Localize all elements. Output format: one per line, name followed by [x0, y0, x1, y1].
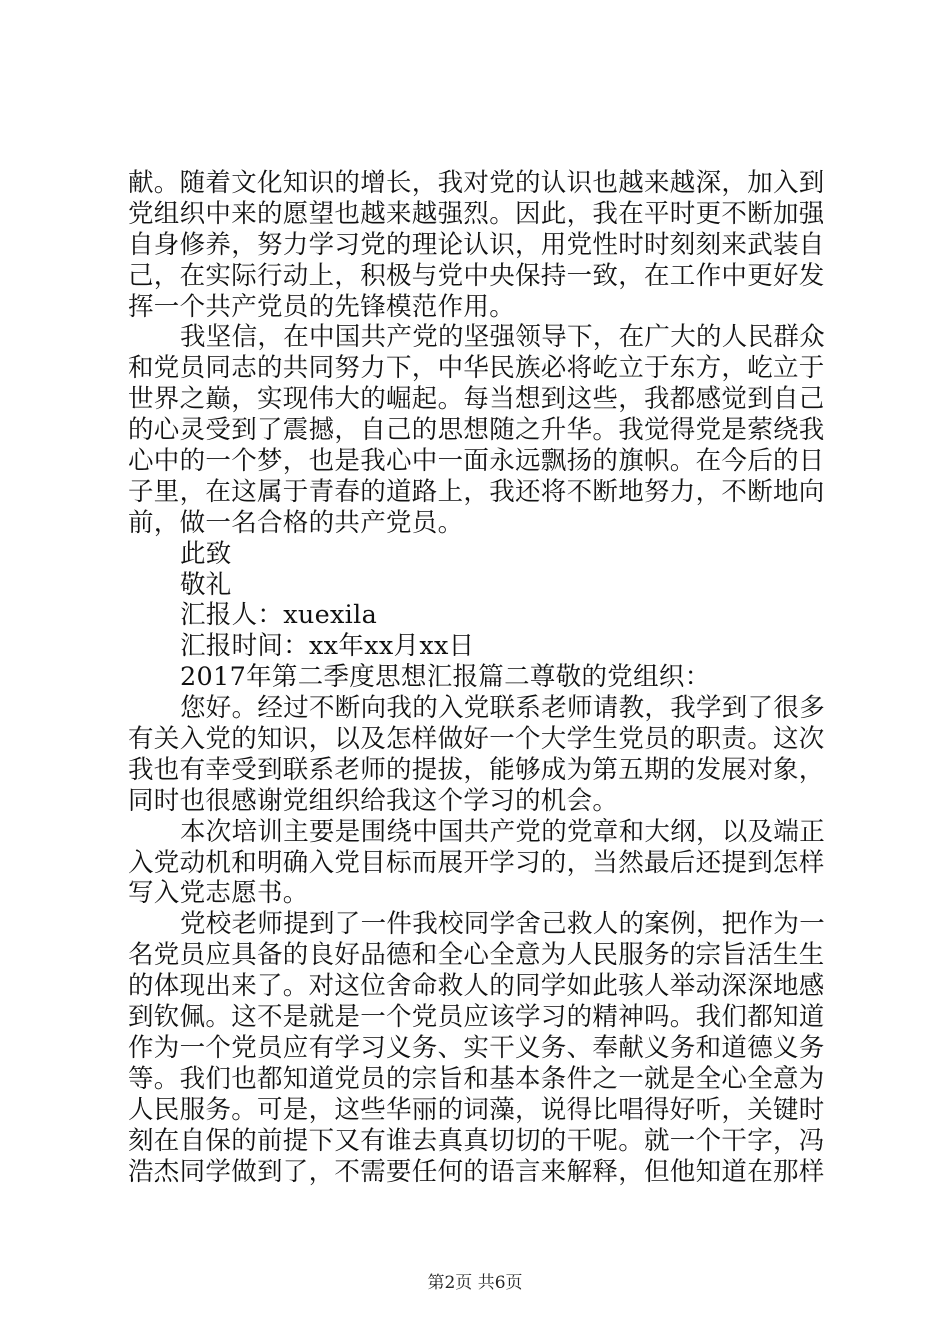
text-line: 党组织中来的愿望也越来越强烈。因此，我在平时更不断加强 — [128, 198, 825, 229]
text-line: 到钦佩。这不是就是一个党员应该学习的精神吗。我们都知道 — [128, 1002, 825, 1033]
text-line: 前，做一名合格的共产党员。 — [128, 507, 464, 538]
text-line: 有关入党的知识，以及怎样做好一个大学生党员的职责。这次 — [128, 724, 825, 755]
text-line: 的心灵受到了震撼，自己的思想随之升华。我觉得党是萦绕我 — [128, 415, 825, 446]
text-line: 同时也很感谢党组织给我这个学习的机会。 — [128, 785, 619, 816]
text-line: 自身修养，努力学习党的理论认识，用党性时时刻刻来武装自 — [128, 229, 825, 260]
text-line: 作为一个党员应有学习义务、实干义务、奉献义务和道德义务 — [128, 1032, 825, 1063]
body-text — [128, 168, 828, 1187]
text-line: 心中的一个梦，也是我心中一面永远飘扬的旗帜。在今后的日 — [128, 446, 825, 477]
text-line: 我坚信，在中国共产党的坚强领导下，在广大的人民群众 — [180, 322, 826, 353]
text-line: 挥一个共产党员的先锋模范作用。 — [128, 291, 516, 322]
text-line: 人民服务。可是，这些华丽的词藻，说得比唱得好听，关键时 — [128, 1094, 825, 1125]
text-line: 汇报人：xuexila — [180, 600, 378, 631]
text-line: 敬礼 — [180, 569, 232, 600]
text-line: 子里，在这属于青春的道路上，我还将不断地努力，不断地向 — [128, 476, 825, 507]
text-line: 入党动机和明确入党目标而展开学习的，当然最后还提到怎样 — [128, 847, 825, 878]
text-line: 等。我们也都知道党员的宗旨和基本条件之一就是全心全意为 — [128, 1063, 825, 1094]
text-line: 写入党志愿书。 — [128, 878, 309, 909]
text-line: 和党员同志的共同努力下，中华民族必将屹立于东方，屹立于 — [128, 353, 825, 384]
text-line: 刻在自保的前提下又有谁去真真切切的干呢。就一个干字，冯 — [128, 1125, 825, 1156]
text-line: 我也有幸受到联系老师的提拔，能够成为第五期的发展对象， — [128, 754, 825, 785]
page-footer: 第2页 共6页 — [427, 1273, 523, 1293]
text-line: 名党员应具备的良好品德和全心全意为人民服务的宗旨活生生 — [128, 940, 825, 971]
text-line: 浩杰同学做到了，不需要任何的语言来解释，但他知道在那样 — [128, 1156, 825, 1187]
text-line: 您好。经过不断向我的入党联系老师请教，我学到了很多 — [180, 693, 826, 724]
text-line: 的体现出来了。对这位舍命救人的同学如此骇人举动深深地感 — [128, 971, 825, 1002]
text-line: 此致 — [180, 538, 232, 569]
text-line: 己，在实际行动上，积极与党中央保持一致，在工作中更好发 — [128, 260, 825, 291]
text-line: 世界之巅，实现伟大的崛起。每当想到这些，我都感觉到自己 — [128, 384, 825, 415]
text-line: 本次培训主要是围绕中国共产党的党章和大纲，以及端正 — [180, 816, 826, 847]
text-line: 献。随着文化知识的增长，我对党的认识也越来越深，加入到 — [128, 168, 825, 198]
text-line: 汇报时间：xx年xx月xx日 — [180, 631, 475, 662]
text-line: 2017年第二季度思想汇报篇二尊敬的党组织： — [180, 662, 711, 693]
text-line: 党校老师提到了一件我校同学舍己救人的案例，把作为一 — [180, 909, 826, 940]
